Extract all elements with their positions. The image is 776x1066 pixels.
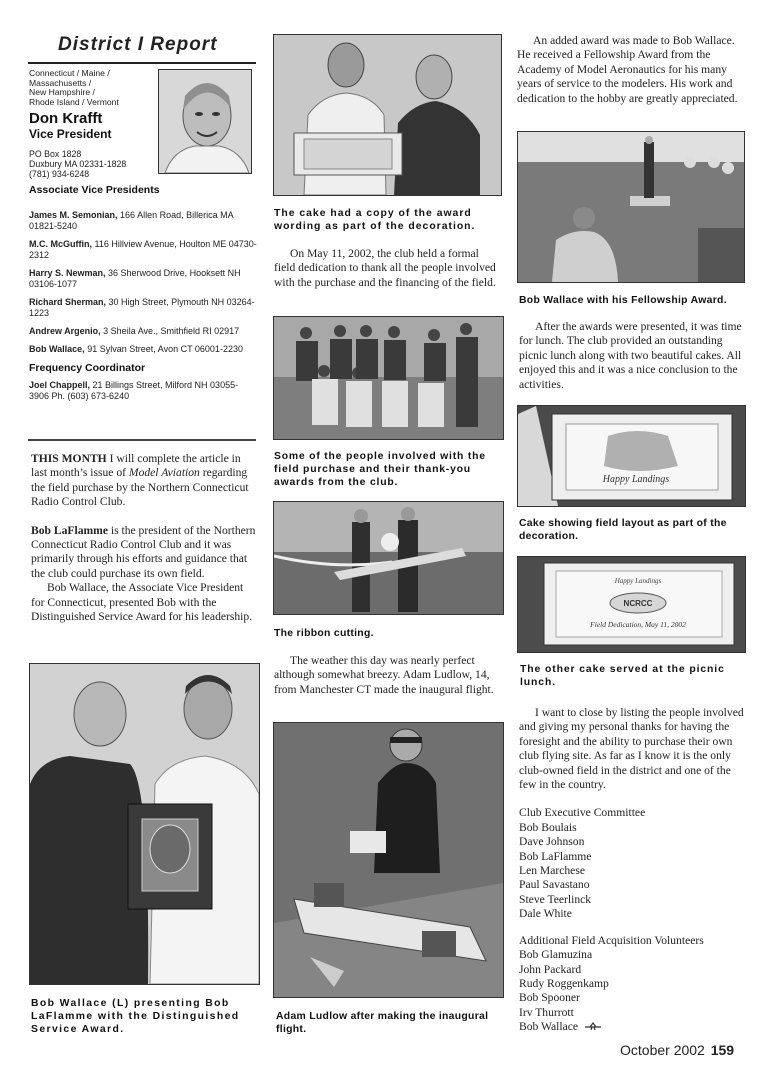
cake-text-top: Happy Landings xyxy=(614,577,662,585)
address-line: (781) 934-6248 xyxy=(29,169,90,179)
paragraph xyxy=(31,452,257,510)
volunteers-list xyxy=(519,934,745,1035)
list-item: Dave Johnson xyxy=(519,835,585,849)
vp-name: Don Krafft xyxy=(29,110,103,127)
paragraph: An added award was made to Bob Wallace. He received a Fellowship Award from the Academy of Model Aeronautics for his many years of service to the modelers. His work and dedication to the hobby are greatly appreciated. xyxy=(517,34,738,105)
list-item: Steve Teerlinck xyxy=(519,892,592,906)
caption-cake-award: The cake had a copy of the award wording as part of the decoration. xyxy=(274,208,476,232)
photo-cake-award xyxy=(273,34,502,196)
list-item-last xyxy=(519,1020,745,1035)
caption-fellowship: Bob Wallace with his Fellowship Award. xyxy=(519,295,727,306)
caption-group: Some of the people involved with the field purchase and their thank-you awards from the club. xyxy=(274,451,486,488)
region-line: Connecticut / Maine / xyxy=(29,68,110,78)
column-2-text-b xyxy=(274,654,502,697)
associate-entry: M.C. McGuffin, 116 Hillview Avenue, Houlton ME 04730-2312 xyxy=(29,239,257,260)
column-3-text-b xyxy=(519,320,745,392)
photo-ribbon xyxy=(273,501,504,615)
text: is the president of the Northern Connecticut Radio Control Club and it was primarily through his efforts and guidance that the club could purchase its own field. xyxy=(31,523,256,580)
page-number: 159 xyxy=(710,1042,735,1058)
cake-text: Happy Landings xyxy=(602,474,670,485)
paragraph xyxy=(31,524,257,582)
caption-adam: Adam Ludlow after making the inaugural flight. xyxy=(276,1011,489,1035)
associates-list xyxy=(29,210,257,409)
region-line: Rhode Island / Vermont xyxy=(29,96,119,107)
magazine-title: Model Aviation xyxy=(128,466,200,480)
paragraph: The weather this day was nearly perfect although somewhat breezy. Adam Ludlow, 14, from Manchester CT made the inaugural flight. xyxy=(274,654,494,696)
end-mark-icon xyxy=(584,1020,602,1034)
list-item: John Packard xyxy=(519,962,582,976)
address-line: Duxbury MA 02331-1828 xyxy=(29,159,127,169)
text: I will complete the article in last month’s issue of xyxy=(31,452,241,480)
list-item: Bob Spooner xyxy=(519,991,580,1005)
photo-fellowship xyxy=(517,131,745,283)
photo-adam xyxy=(273,722,504,998)
header-bottom-rule xyxy=(28,439,256,441)
text: regarding the field purchase by the Northern Connecticut Radio Control Club. xyxy=(31,466,249,509)
column-3-text-c xyxy=(519,706,745,1035)
photo-cake-layout xyxy=(517,405,746,507)
list-item: Paul Savastano xyxy=(519,878,590,892)
lead-in: THIS MONTH xyxy=(31,452,107,465)
column-1-text xyxy=(31,452,257,624)
paragraph: Bob Wallace, the Associate Vice President for Connecticut, presented Bob with the Distinguished Service Award for his leadership. xyxy=(31,581,253,624)
associate-entry: Richard Sherman, 30 High Street, Plymouth NH 03264-1223 xyxy=(29,297,255,318)
list-item: Bob Boulais xyxy=(519,820,577,834)
list-heading: Club Executive Committee xyxy=(519,806,646,820)
list-item: Rudy Roggenkamp xyxy=(519,976,609,990)
vp-title: Vice President xyxy=(29,127,112,141)
list-heading: Additional Field Acquisition Volunteers xyxy=(519,933,704,947)
frequency-entry: Joel Chappell, 21 Billings Street, Milford NH 03055-3906 Ph. (603) 673-6240 xyxy=(29,380,239,401)
address-line: PO Box 1828 xyxy=(29,149,82,159)
cake-logo-text: NCRCC xyxy=(623,599,653,608)
list-item: Dale White xyxy=(519,907,572,921)
section-title: District I Report xyxy=(58,34,218,55)
associate-entry: Andrew Argenio, 3 Sheila Ave., Smithfield RI 02917 xyxy=(29,326,240,336)
photo-wallace-presenting xyxy=(29,663,260,985)
column-2-text-a xyxy=(274,247,502,290)
list-item: Len Marchese xyxy=(519,864,585,878)
associates-heading: Associate Vice Presidents xyxy=(29,184,160,196)
associate-entry: Bob Wallace, 91 Sylvan Street, Avon CT 06001-2230 xyxy=(29,344,243,354)
associate-entry: Harry S. Newman, 36 Sherwood Drive, Hooksett NH 03106-1077 xyxy=(29,268,241,289)
list-item: Bob Wallace xyxy=(519,1020,579,1034)
cake-text-bottom: Field Dedication, May 11, 2002 xyxy=(590,620,686,629)
region-list xyxy=(29,69,119,107)
vp-portrait xyxy=(158,69,252,174)
paragraph: I want to close by listing the people involved and giving my personal thanks for having the foresight and the ability to purchase their own club flying site. As far as I know it is the only club-owned field in the district and one of the few in the country. xyxy=(519,706,744,792)
list-item: Bob LaFlamme xyxy=(519,849,592,863)
frequency-heading: Frequency Coordinator xyxy=(29,362,146,374)
caption-wallace-presenting: Bob Wallace (L) presenting Bob LaFlamme with the Distinguished Service Award. xyxy=(31,998,240,1035)
associate-entry: James M. Semonian, 166 Allen Road, Billerica MA 01821-5240 xyxy=(29,210,234,231)
list-item: Bob Glamuzina xyxy=(519,948,593,962)
caption-other-cake: The other cake served at the picnic lunch. xyxy=(520,664,725,688)
paragraph: After the awards were presented, it was time for lunch. The club provided an outstanding picnic lunch along with two beautiful cakes. All enjoyed this and it was a nice conclusion to the activities. xyxy=(519,320,742,391)
photo-group xyxy=(273,316,504,440)
page-footer xyxy=(620,1042,734,1058)
vp-address xyxy=(29,149,126,179)
paragraph: On May 11, 2002, the club held a formal field dedication to thank all the people involved with the purchase and the financing of the field. xyxy=(274,247,496,289)
committee-list xyxy=(519,806,745,921)
lead-in: Bob LaFlamme xyxy=(31,523,108,537)
region-line: Massachusetts / xyxy=(29,77,92,88)
footer-month: October 2002 xyxy=(620,1042,705,1058)
caption-cake-layout: Cake showing field layout as part of the decoration. xyxy=(519,518,727,542)
photo-other-cake xyxy=(517,556,746,653)
region-line: New Hampshire / xyxy=(29,87,95,98)
list-item: Irv Thurrott xyxy=(519,1005,574,1019)
column-3-text-a xyxy=(517,34,743,106)
title-rule xyxy=(28,62,256,64)
caption-ribbon: The ribbon cutting. xyxy=(274,628,374,639)
